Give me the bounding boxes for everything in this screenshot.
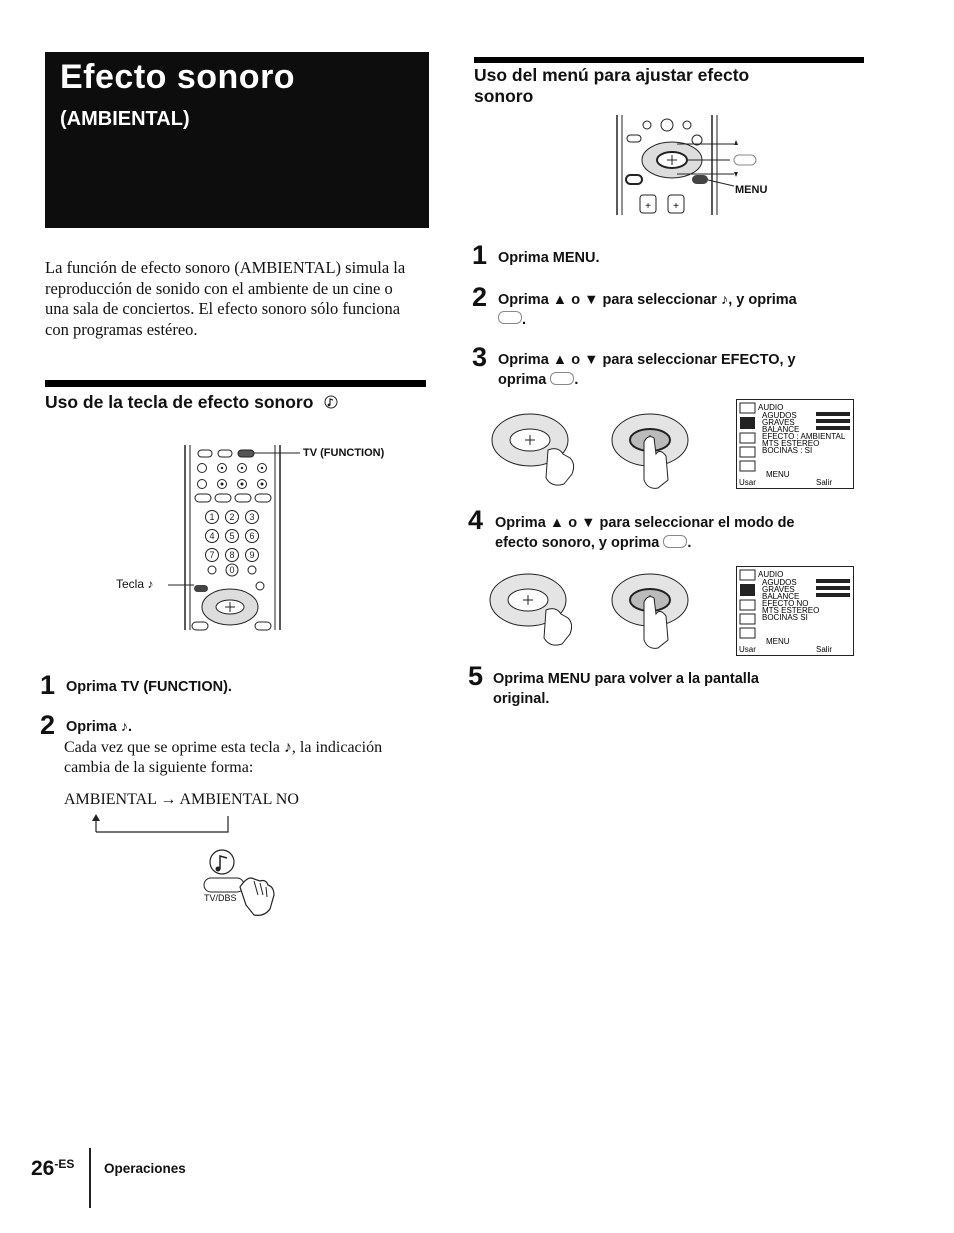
section-heading-text: Uso de la tecla de efecto sonoro (45, 392, 314, 412)
surround-icon: ♪ (283, 739, 292, 756)
step-text-part: efecto sonoro, y oprima (495, 535, 660, 551)
step-text: Oprima ▲ o ▼ para seleccionar EFECTO, y oprima . (498, 352, 796, 388)
remote-illustration (110, 440, 400, 640)
step-text-part: original. (493, 691, 550, 707)
tv-dbs-button-illustration (200, 845, 290, 925)
osd-item: BOCINAS SI (762, 613, 808, 622)
down-arrow-icon: ▼ (584, 352, 599, 368)
osd-item: MTS ESTEREO (762, 439, 820, 448)
step-text-part: Oprima (495, 515, 546, 531)
body-text: , la indicación (291, 739, 383, 756)
step-text-part: para seleccionar el modo de (599, 515, 795, 531)
section-heading-text: sonoro (474, 86, 534, 106)
osd-item: GRAVES (762, 585, 795, 594)
page-subtitle: (AMBIENTAL) (60, 108, 190, 130)
step-number: 2 (472, 282, 488, 312)
page-number-value: 26 (31, 1157, 55, 1180)
svg-text:+: + (673, 201, 679, 212)
step-number: 4 (468, 505, 484, 535)
section-rule (474, 57, 864, 63)
intro-line: La función de efecto sonoro (AMBIENTAL) simula la (45, 258, 406, 277)
page-title: Efecto sonoro (60, 58, 296, 96)
keypad-digit: 1 (209, 512, 215, 522)
body-text: cambia de la siguiente forma: (64, 759, 254, 776)
remote-menu-illustration (612, 110, 782, 220)
step-text: Oprima ▲ o ▼ para seleccionar el modo de efecto sonoro, y oprima . (495, 515, 795, 551)
keypad-digit: 6 (249, 531, 255, 541)
keypad-digit: 8 (229, 550, 235, 560)
step-text-part: o (571, 292, 581, 308)
arrow-right-icon: → (160, 791, 177, 808)
step-text-part: para seleccionar EFECTO, y (602, 352, 796, 368)
down-arrow-icon: ▼ (581, 515, 596, 531)
intro-line: reproducción de sonido con el ambiente de un cine o (45, 278, 393, 298)
step-number: 3 (472, 342, 488, 372)
osd-item: EFECTO : AMBIENTAL (762, 432, 846, 441)
step-number: 5 (468, 661, 484, 691)
up-arrow-icon: ▲ (549, 515, 565, 531)
surround-icon: ♪ (120, 719, 129, 735)
osd-title: AUDIO (758, 403, 784, 412)
keypad-digit: 3 (249, 512, 255, 522)
step-text: Oprima MENU. (498, 250, 600, 266)
body-text: Cada vez que se oprime esta tecla (64, 739, 280, 756)
page-number-suffix: -ES (54, 1157, 75, 1171)
down-arrow-icon: ▼ (584, 292, 599, 308)
osd-salir: Salir (816, 478, 833, 487)
cycle-diagram (64, 790, 299, 810)
osd-item: BALANCE (762, 592, 800, 601)
music-note-icon: ♪ (720, 292, 729, 308)
osd-usar: Usar (739, 645, 756, 654)
step-text (493, 669, 863, 709)
step-text-part: Oprima (66, 719, 117, 735)
step-text-part: o (568, 515, 578, 531)
cycle-return-arrow (88, 812, 238, 834)
section-heading-text: Uso del menú para ajustar efecto (474, 65, 750, 85)
osd-item: BALANCE (762, 425, 800, 434)
osd-item: AGUDOS (762, 411, 797, 420)
footer-section: Operaciones (104, 1161, 186, 1176)
osd-usar: Usar (739, 478, 756, 487)
osd-title: AUDIO (758, 570, 784, 579)
step-number: 2 (40, 710, 56, 740)
cycle-item: AMBIENTAL NO (179, 791, 299, 808)
step-text-part: Oprima (498, 292, 549, 308)
step-text: Oprima ♪. (66, 719, 133, 735)
step-text-part: oprima (498, 372, 547, 388)
keypad-digit: 7 (209, 550, 215, 560)
tecla-text: Tecla (116, 577, 145, 591)
title-block (45, 52, 429, 228)
step-text-part: Oprima MENU para volver a la pantalla (493, 671, 759, 687)
joystick-illustration-step3 (488, 408, 708, 493)
step-text: Oprima TV (FUNCTION). (66, 679, 232, 695)
osd-item: EFECTO NO (762, 599, 809, 608)
tecla-label (116, 577, 153, 591)
step-number: 1 (40, 670, 56, 700)
keypad-digit: 5 (229, 531, 235, 541)
section-heading-right (474, 65, 749, 107)
step-text-part: Oprima (498, 352, 549, 368)
step-text-part: , y oprima (728, 292, 797, 308)
tv-dbs-label: TV/DBS (204, 893, 237, 903)
joystick-illustration-step4 (488, 570, 708, 655)
svg-text:+: + (645, 201, 651, 212)
surround-icon: ♪ (147, 577, 154, 591)
tv-function-label: TV (FUNCTION) (303, 447, 385, 459)
select-button-icon (550, 372, 574, 385)
intro-line: una sala de conciertos. El efecto sonoro sólo funciona (45, 299, 401, 318)
intro-line: con programas estéreo. (45, 319, 198, 339)
osd-audio-menu-2 (736, 566, 854, 656)
osd-item: BOCINAS : SI (762, 446, 813, 455)
osd-menu: MENU (766, 637, 790, 646)
keypad-digit: 9 (249, 550, 255, 560)
keypad-digit: 2 (229, 512, 235, 522)
select-button-icon (663, 535, 687, 548)
step-text-part: o (571, 352, 581, 368)
section-heading-left (45, 392, 338, 413)
osd-item: AGUDOS (762, 578, 797, 587)
select-button-icon (498, 311, 522, 324)
intro-paragraph (45, 258, 425, 340)
step-text: Oprima ▲ o ▼ para seleccionar ♪, y oprima . (498, 292, 797, 328)
keypad-digit: 0 (229, 565, 235, 575)
up-arrow-icon: ▲ (552, 352, 568, 368)
menu-label: MENU (735, 184, 768, 196)
step-text-part: para seleccionar (602, 292, 717, 308)
step2-body (64, 738, 382, 778)
surround-icon (324, 395, 338, 409)
osd-audio-menu-1 (736, 399, 854, 489)
osd-item: GRAVES (762, 418, 795, 427)
osd-menu: MENU (766, 470, 790, 479)
section-rule (45, 380, 426, 387)
keypad-digit: 4 (209, 531, 215, 541)
footer-divider (89, 1148, 91, 1208)
up-arrow-icon: ▲ (552, 292, 568, 308)
osd-salir: Salir (816, 645, 833, 654)
step-number: 1 (472, 240, 488, 270)
osd-item: MTS ESTEREO (762, 606, 820, 615)
cycle-item: AMBIENTAL (64, 791, 157, 808)
page-number (31, 1157, 74, 1181)
